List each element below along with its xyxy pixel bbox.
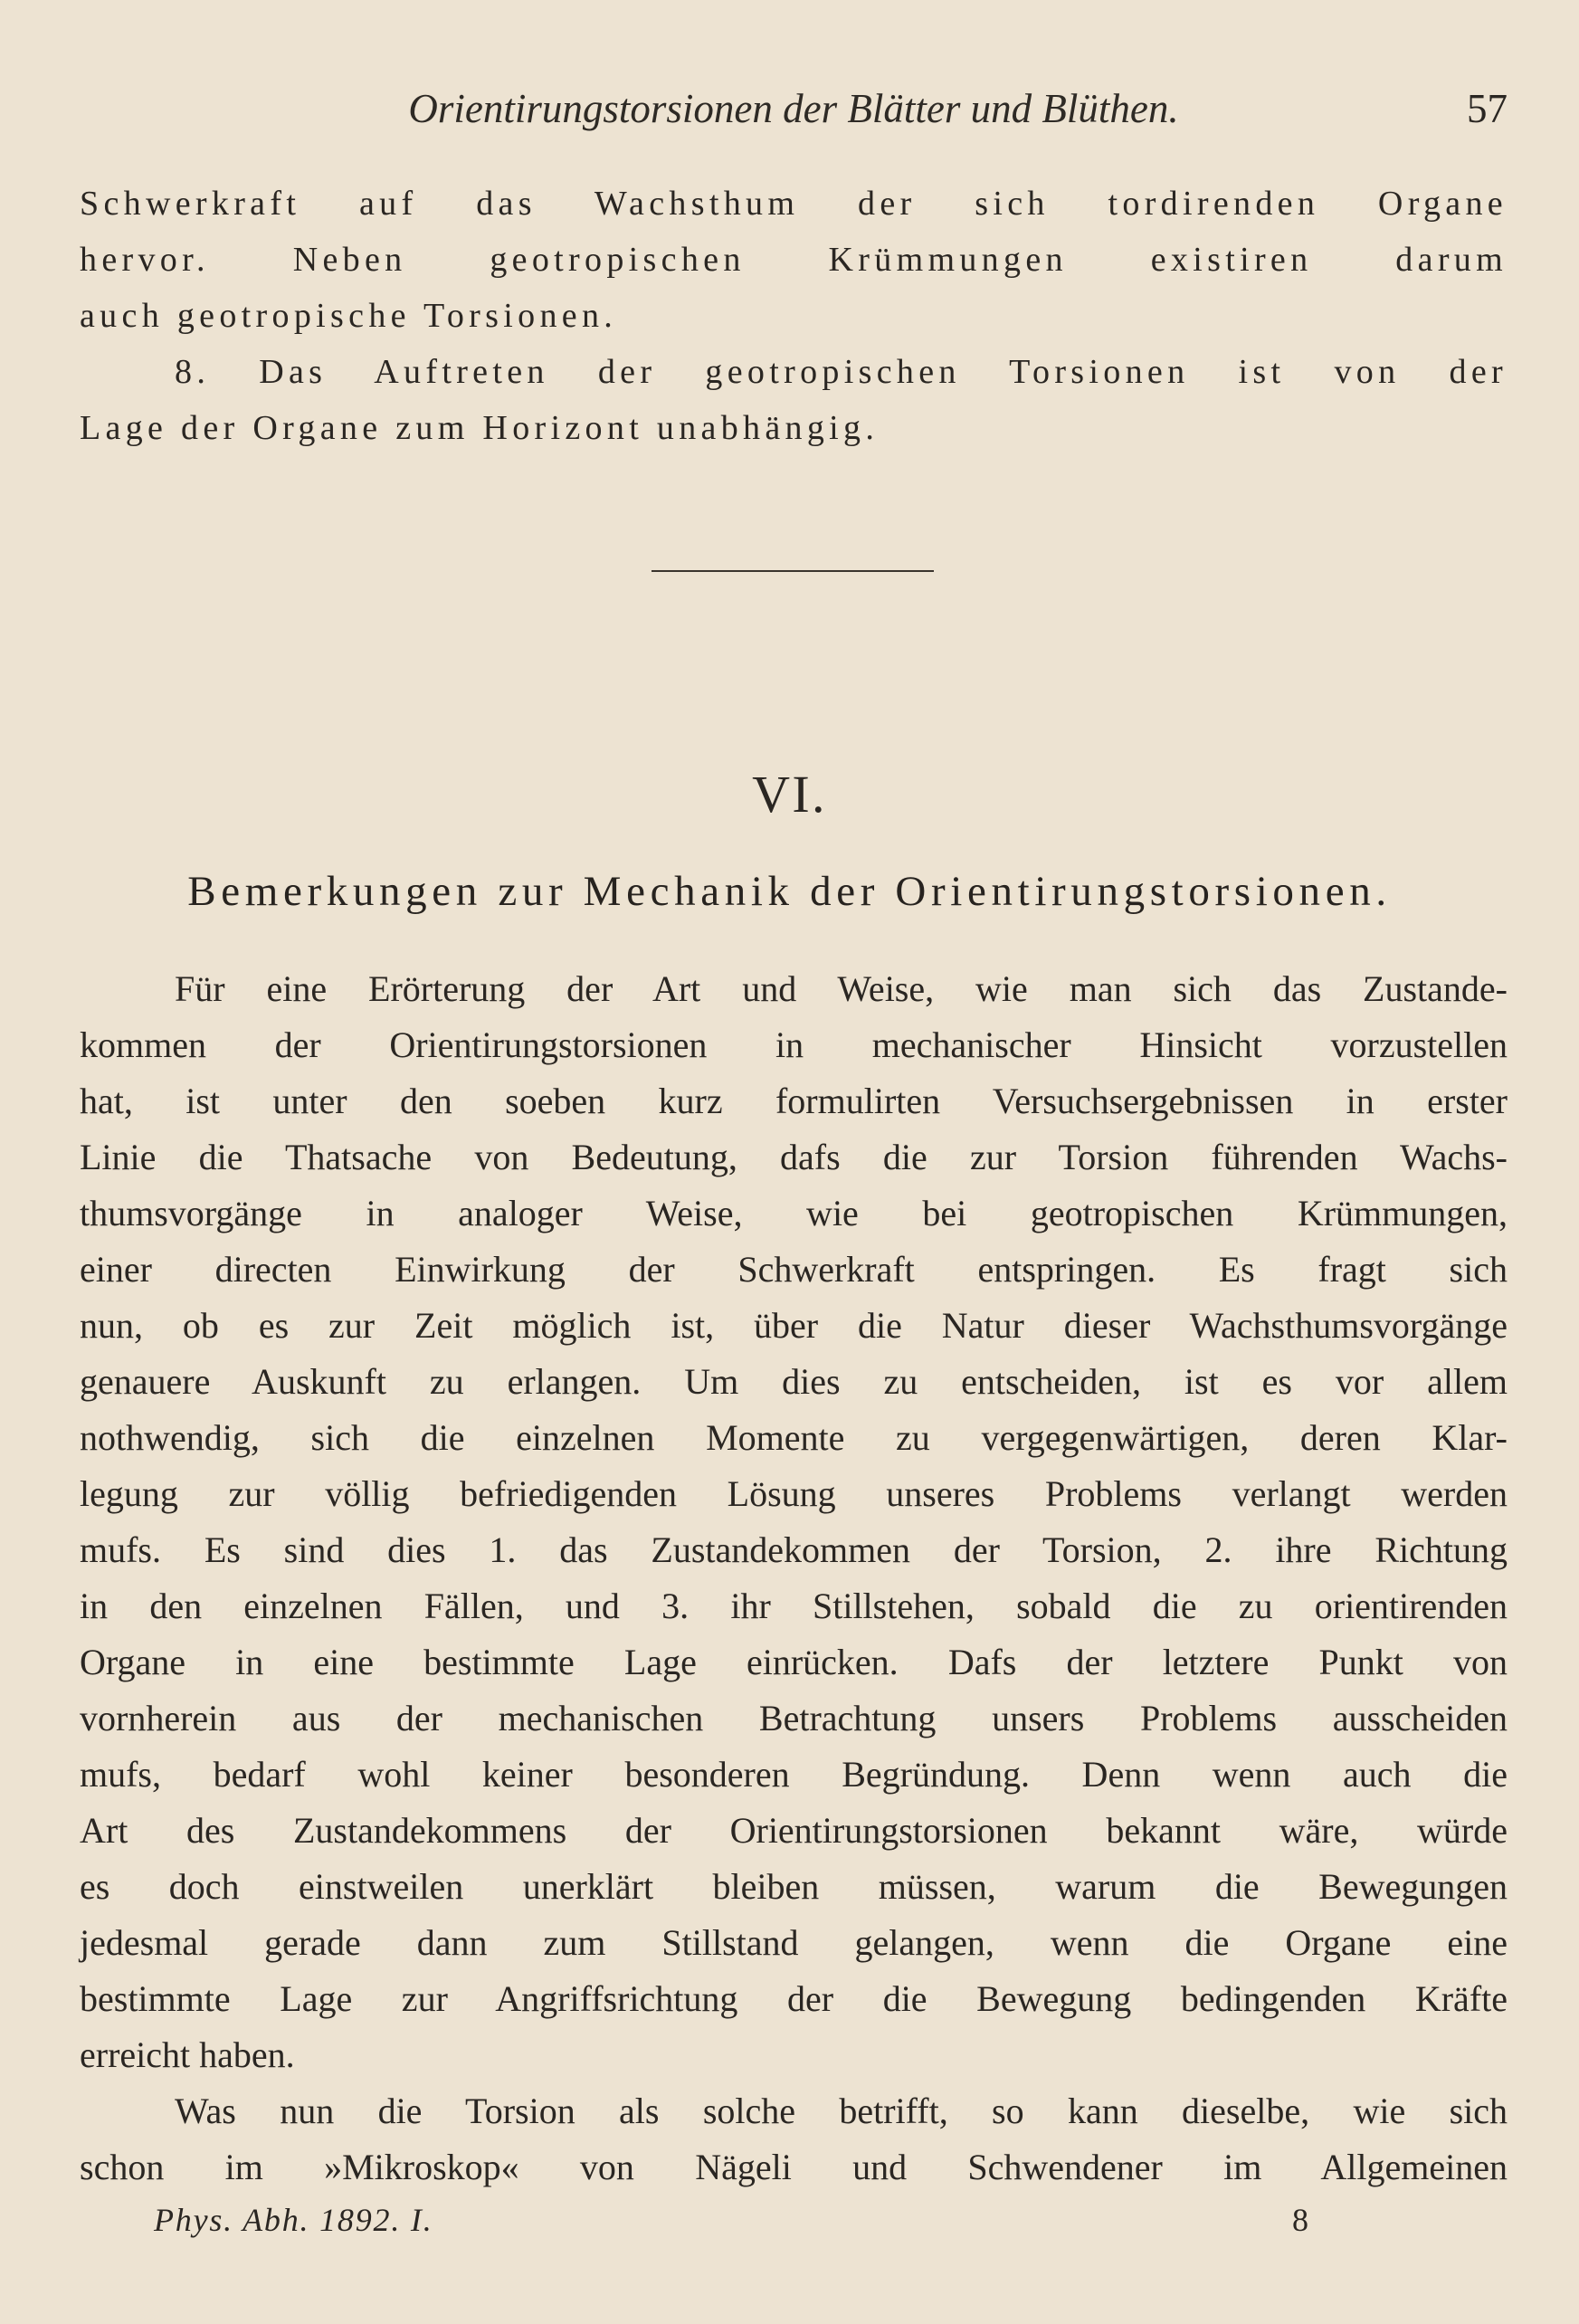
- text-line: mufs, bedarf wohl keiner besonderen Begründung. Denn wenn auch die: [80, 1754, 1508, 1795]
- top-paragraph: [80, 176, 1508, 456]
- page-footer: [80, 2195, 1508, 2245]
- text-line: in den einzelnen Fällen, und 3. ihr Stillstehen, sobald die zu orientirenden: [80, 1586, 1508, 1626]
- text-line: nothwendig, sich die einzelnen Momente zu vergegenwärtigen, deren Klar-: [80, 1417, 1508, 1458]
- text-line: schon im »Mikroskop« von Nägeli und Schwendener im Allgemeinen: [80, 2147, 1508, 2187]
- text-line: Art des Zustandekommens der Orientirungstorsionen bekannt wäre, würde: [80, 1810, 1508, 1851]
- running-head: [80, 83, 1508, 134]
- sheet-number: 8: [1292, 2202, 1308, 2238]
- text-line: Schwerkraft auf das Wachsthum der sich tordirenden Organe: [80, 185, 1508, 223]
- text-line: hat, ist unter den soeben kurz formulirten Versuchsergebnissen in erster: [80, 1081, 1508, 1121]
- text-line: erreicht haben.: [80, 2034, 295, 2075]
- text-line: mufs. Es sind dies 1. das Zustandekommen der Torsion, 2. ihre Richtung: [80, 1529, 1508, 1570]
- text-line: bestimmte Lage zur Angriffsrichtung der die Bewegung bedingenden Kräfte: [80, 1978, 1508, 2019]
- body-text: [80, 961, 1508, 2195]
- text-line: thumsvorgänge in analoger Weise, wie bei geotropischen Krümmungen,: [80, 1193, 1508, 1233]
- text-line: jedesmal gerade dann zum Stillstand gelangen, wenn die Organe eine: [80, 1922, 1508, 1963]
- section-numeral: VI.: [752, 765, 827, 824]
- text-line: Linie die Thatsache von Bedeutung, dafs die zur Torsion führenden Wachs-: [80, 1137, 1508, 1177]
- text-line: genauere Auskunft zu erlangen. Um dies zu entscheiden, ist es vor allem: [80, 1361, 1508, 1402]
- printer-signature: Phys. Abh. 1892. I.: [154, 2202, 433, 2238]
- page-number: 57: [1467, 86, 1508, 131]
- text-line: es doch einstweilen unerklärt bleiben müssen, warum die Bewegungen: [80, 1866, 1508, 1907]
- text-line: auch geotropische Torsionen.: [80, 297, 618, 335]
- text-line: 8. Das Auftreten der geotropischen Torsionen ist von der: [175, 353, 1508, 391]
- text-line: Was nun die Torsion als solche betrifft, so kann dieselbe, wie sich: [175, 2091, 1508, 2131]
- section-title: Bemerkungen zur Mechanik der Orientirungstorsionen.: [187, 868, 1392, 915]
- text-line: hervor. Neben geotropischen Krümmungen existiren darum: [80, 241, 1508, 279]
- text-line: kommen der Orientirungstorsionen in mechanischer Hinsicht vorzustellen: [80, 1024, 1508, 1065]
- text-line: Für eine Erörterung der Art und Weise, wie man sich das Zustande-: [175, 968, 1508, 1009]
- text-line: einer directen Einwirkung der Schwerkraft entspringen. Es fragt sich: [80, 1249, 1508, 1290]
- text-line: nun, ob es zur Zeit möglich ist, über die Natur dieser Wachsthumsvorgänge: [80, 1305, 1508, 1346]
- text-line: vornherein aus der mechanischen Betrachtung unsers Problems ausscheiden: [80, 1698, 1508, 1738]
- text-line: Lage der Organe zum Horizont unabhängig.: [80, 409, 880, 447]
- running-title: Orientirungstorsionen der Blätter und Blüthen.: [408, 86, 1179, 131]
- text-line: legung zur völlig befriedigenden Lösung unseres Problems verlangt werden: [80, 1473, 1508, 1514]
- text-line: Organe in eine bestimmte Lage einrücken. Dafs der letztere Punkt von: [80, 1642, 1508, 1682]
- section-divider: [652, 570, 934, 572]
